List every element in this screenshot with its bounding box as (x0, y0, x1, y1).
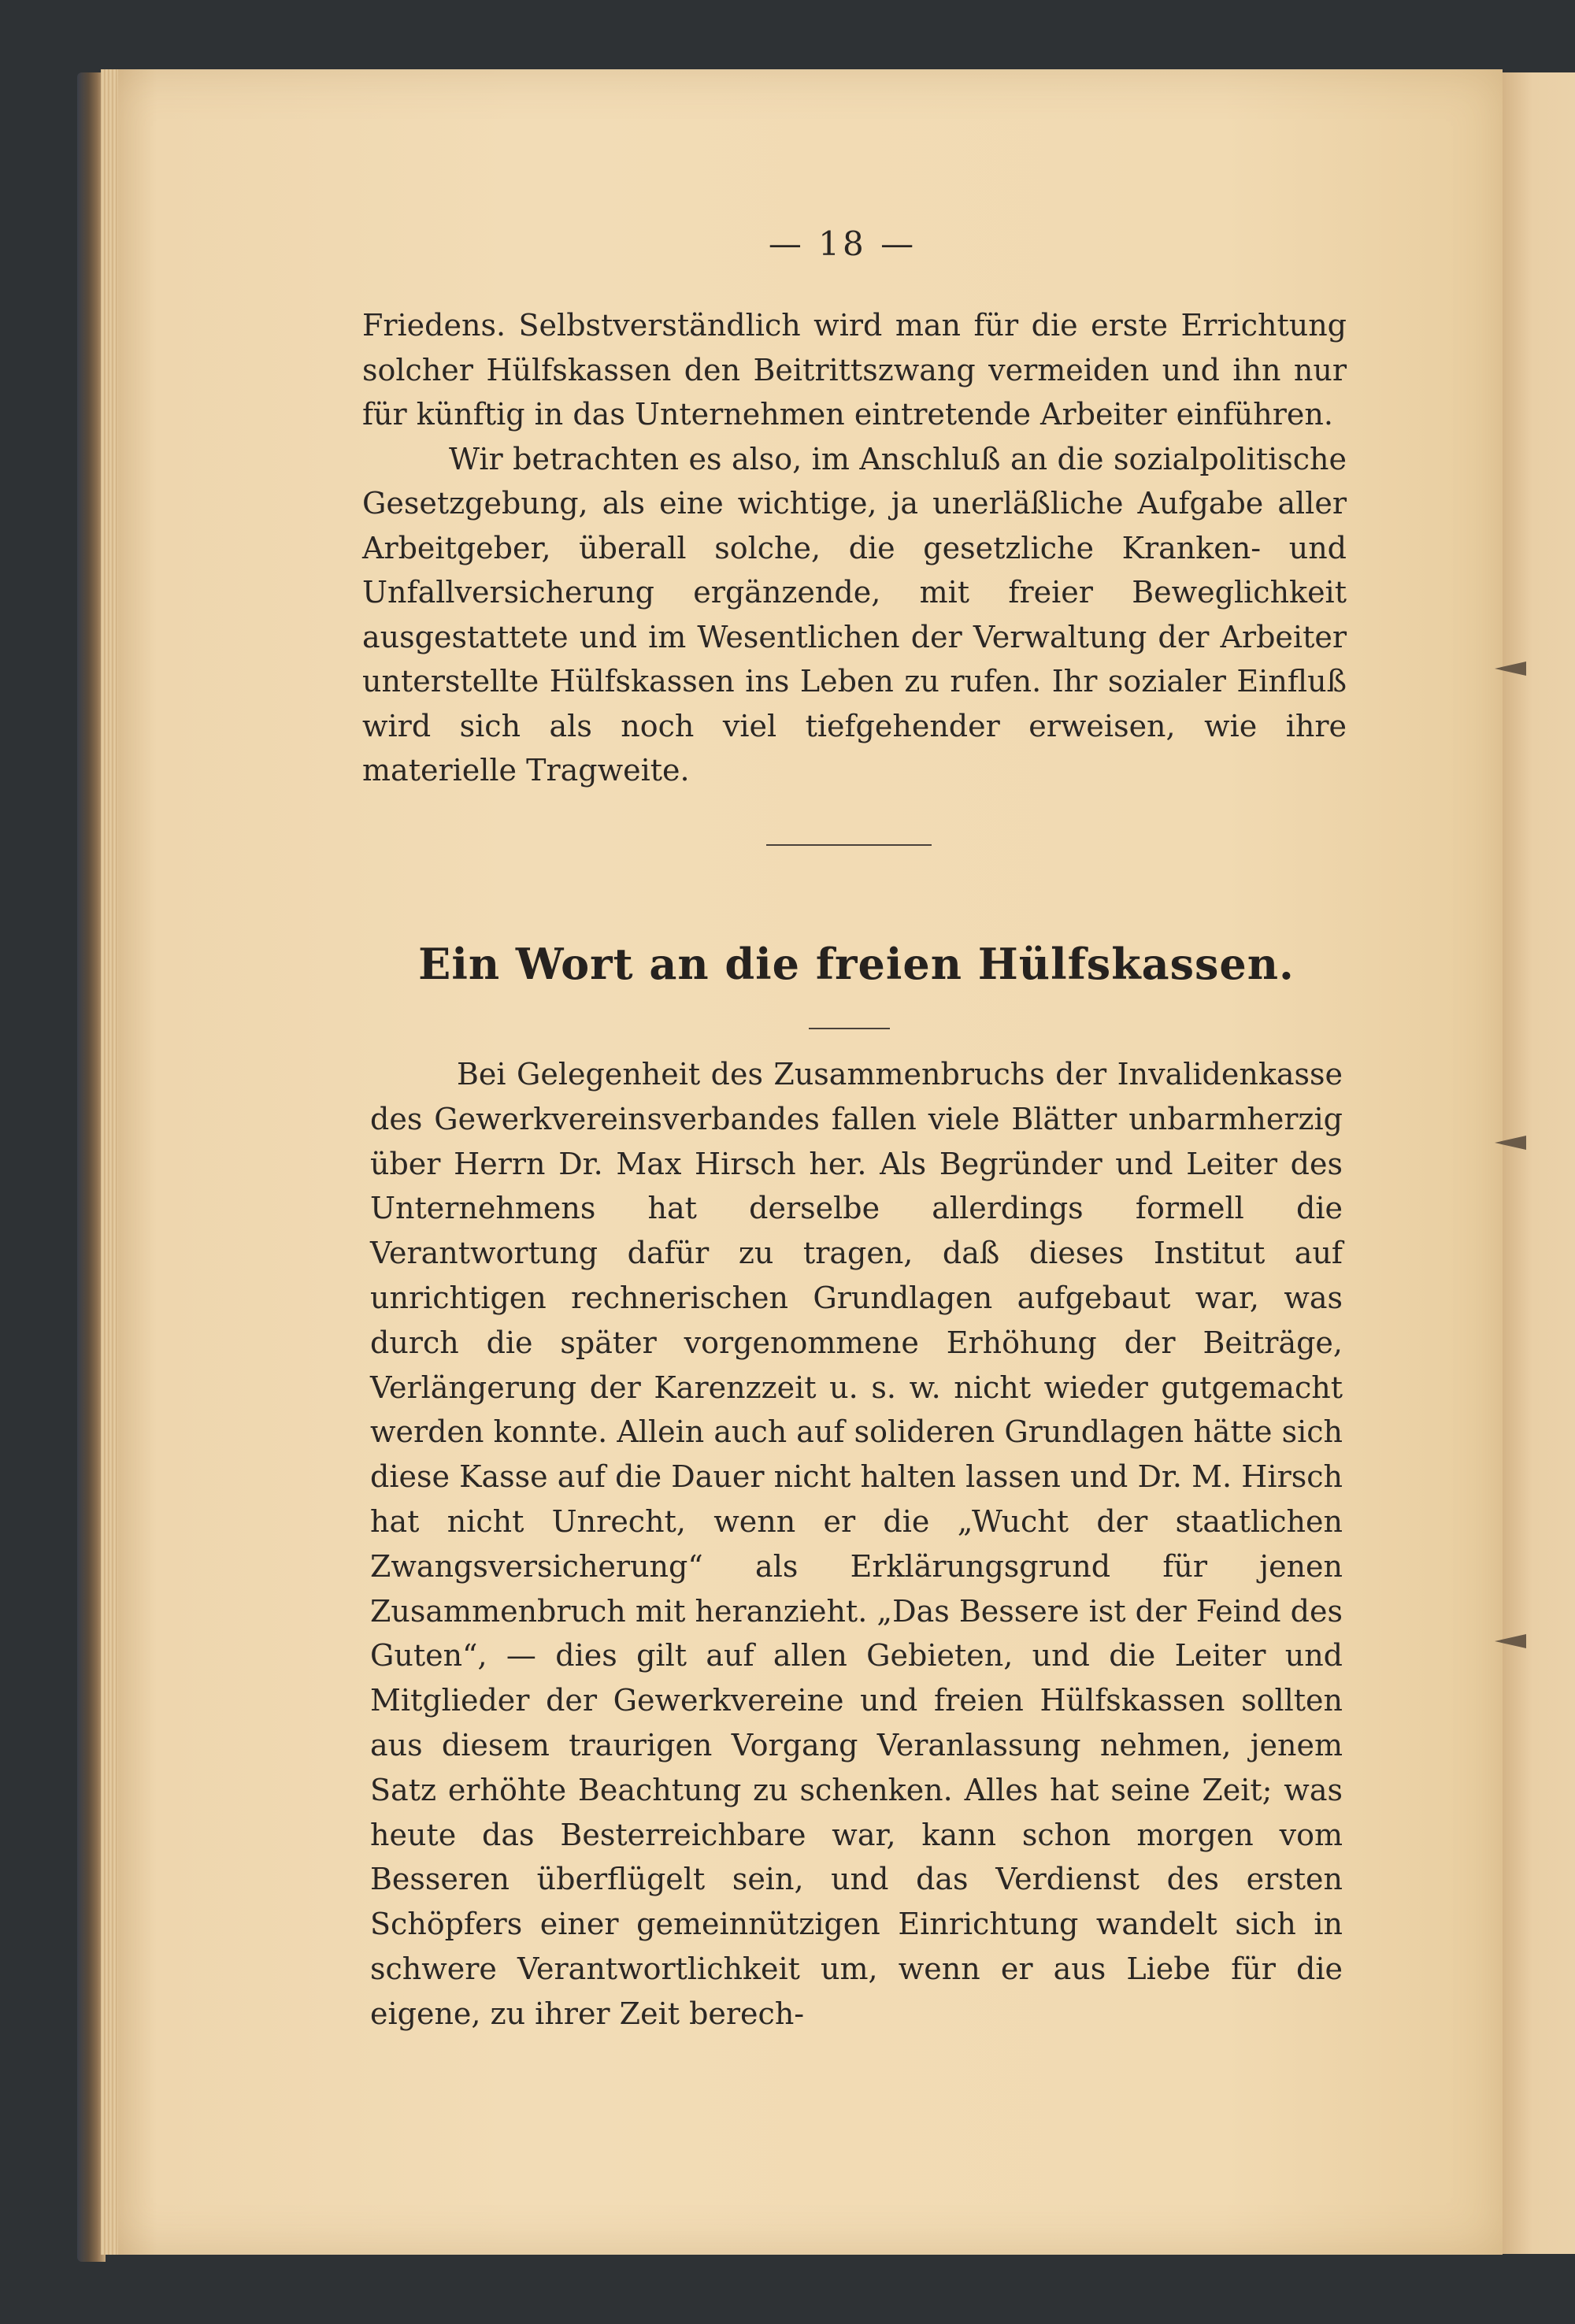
section-heading: Ein Wort an die freien Hülfskassen. (418, 939, 1295, 989)
body-text-top (362, 303, 1347, 793)
paragraph: Friedens. Selbstverständlich wird man für die erste Errichtung solcher Hülfskassen den Beitrittszwang vermeiden und ihn nur für künftig in das Unternehmen eintretende Arbeiter einführen. (362, 308, 1347, 432)
adjacent-page-edge (1500, 72, 1575, 2254)
section-divider (766, 844, 932, 846)
paragraph: Bei Gelegenheit des Zusammenbruchs der Invalidenkasse des Gewerkvereinsverbandes fallen viele Blätter unbarmherzig über Herrn Dr. Max Hirsch her. Als Begründer und Leiter des Unternehmens hat derselbe allerdings formell die Verantwortung dafür zu tragen, daß dieses Institut auf unrichtigen rechnerischen Grundlagen aufgebaut war, was durch die später vorgenommene Erhöhung der Beiträge, Verlängerung der Karenzzeit u. s. w. nicht wieder gutgemacht werden konnte. Allein auch auf solideren Grundlagen hätte sich diese Kasse auf die Dauer nicht halten lassen und Dr. M. Hirsch hat nicht Unrecht, wenn er die „Wucht der staatlichen Zwangsversicherung“ als Erklärungsgrund für jenen Zusammenbruch mit heranzieht. „Das Bessere ist der Feind des Guten“, — dies gilt auf allen Gebieten, und die Leiter und Mitglieder der Gewerkvereine und freien Hülfskassen sollten aus diesem traurigen Vorgang Veranlassung nehmen, jenem Satz erhöhte Beachtung zu schenken. Alles hat seine Zeit; was heute das Besterreichbare war, kann schon morgen vom Besseren überflügelt sein, und das Verdienst des ersten Schöpfers einer gemeinnützigen Einrichtung wandelt sich in schwere Verantwortlichkeit um, wenn er aus Liebe für die eigene, zu ihrer Zeit berech- (370, 1057, 1343, 2031)
page-stack-edge (101, 69, 118, 2255)
body-text-bottom (370, 1052, 1343, 2037)
page-number: — 18 — (768, 224, 917, 263)
heading-underline (809, 1028, 890, 1029)
paragraph: Wir betrachten es also, im Anschluß an die sozialpolitische Gesetzgebung, als eine wichtige, ja unerläßliche Aufgabe aller Arbeitgeber, überall solche, die gesetzliche Kranken- und Unfallversicherung ergänzende, mit freier Beweglichkeit ausgestattete und im Wesentlichen der Verwaltung der Arbeiter unterstellte Hülfskassen ins Leben zu rufen. Ihr sozialer Einfluß wird sich als noch viel tiefgehender erweisen, wie ihre materielle Tragweite. (362, 441, 1347, 788)
